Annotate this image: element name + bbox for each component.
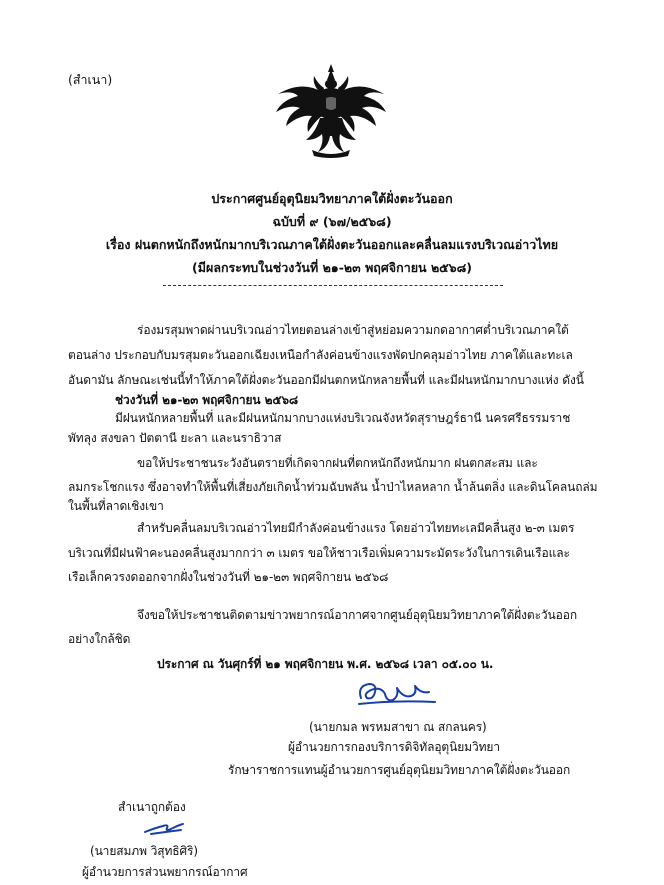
paragraph-2-line-2: พัทลุง สงขลา ปัตตานี ยะลา และนราธิวาส [68, 431, 282, 445]
announcement-title: ประกาศศูนย์อุตุนิยมวิทยาภาคใต้ฝั่งตะวันออก [211, 191, 453, 206]
heading-divider [163, 285, 503, 286]
certifier-name: (นายสมภพ วิสุทธิศิริ) [90, 844, 198, 858]
certifier-position: ผู้อำนวยการส่วนพยากรณ์อากาศ [82, 865, 248, 879]
paragraph-2-line-1: มีฝนหนักหลายพื้นที่ และมีฝนหนักมากบางแห่งบริเวณจังหวัดสุราษฎร์ธานี นครศรีธรรมราช [115, 411, 571, 425]
paragraph-4-line-3: เรือเล็กควรงดออกจากฝั่งในช่วงวันที่ ๒๑-๒๓ พฤศจิกายน ๒๕๖๘ [68, 570, 389, 584]
paragraph-3-line-1: ขอให้ประชาชนระวังอันตรายที่เกิดจากฝนที่ตกหนักถึงหนักมาก ฝนตกสะสม และ [137, 456, 538, 470]
paragraph-5-line-1: จึงขอให้ประชาชนติดตามข่าวพยากรณ์อากาศจากศูนย์อุตุนิยมวิทยาภาคใต้ฝั่งตะวันออก [137, 608, 578, 622]
signatory-position-1: ผู้อำนวยการกองบริการดิจิทัลอุตุนิยมวิทยา [288, 740, 500, 754]
paragraph-3-line-2: ลมกระโชกแรง ซึ่งอาจทำให้พื้นที่เสี่ยงภัยเกิดน้ำท่วมฉับพลัน น้ำป่าไหลหลาก น้ำล้นตลิ่ง และดินโคลนถล่ม [68, 480, 598, 494]
director-signature [355, 678, 437, 708]
paragraph-1-line-1: ร่องมรสุมพาดผ่านบริเวณอ่าวไทยตอนล่างเข้าสู่หย่อมความกดอากาศต่ำบริเวณภาคใต้ [137, 323, 569, 337]
paragraph-4-line-2: บริเวณที่มีฝนฟ้าคะนองคลื่นสูงมากกว่า ๓ เมตร ขอให้ชาวเรือเพิ่มความระมัดระวังในการเดินเรือและ [68, 546, 570, 560]
copy-label: (สำเนา) [68, 72, 113, 87]
announcement-effect-period: (มีผลกระทบในช่วงวันที่ ๒๑-๒๓ พฤศจิกายน ๒๕๖๘) [192, 260, 472, 275]
certifier-signature [143, 818, 185, 836]
forecast-period: ช่วงวันที่ ๒๑-๒๓ พฤศจิกายน ๒๕๖๘ [115, 393, 299, 407]
paragraph-4-line-1: สำหรับคลื่นลมบริเวณอ่าวไทยมีกำลังค่อนข้างแรง โดยอ่าวไทยทะเลมีคลื่นสูง ๒-๓ เมตร [137, 521, 575, 535]
paragraph-5-line-2: อย่างใกล้ชิด [68, 632, 131, 646]
certified-copy-label: สำเนาถูกต้อง [118, 800, 186, 814]
announcement-number: ฉบับที่ ๙ (๖๗/๒๕๖๘) [272, 214, 392, 229]
paragraph-1-line-2: ตอนล่าง ประกอบกับมรสุมตะวันออกเฉียงเหนือกำลังค่อนข้างแรงพัดปกคลุมอ่าวไทย ภาคใต้และทะเล [68, 348, 573, 362]
announcement-date: ประกาศ ณ วันศุกร์ที่ ๒๑ พฤศจิกายน พ.ศ. ๒๕๖๘ เวลา ๐๕.๐๐ น. [157, 657, 494, 671]
announcement-subject: เรื่อง ฝนตกหนักถึงหนักมากบริเวณภาคใต้ฝั่งตะวันออกและคลื่นลมแรงบริเวณอ่าวไทย [105, 237, 559, 252]
garuda-emblem-icon [272, 60, 390, 160]
signatory-name: (นายกมล พรหมสาขา ณ สกลนคร) [309, 720, 487, 734]
signatory-position-2: รักษาราชการแทนผู้อำนวยการศูนย์อุตุนิยมวิทยาภาคใต้ฝั่งตะวันออก [228, 763, 571, 777]
paragraph-1-line-3: อันดามัน ลักษณะเช่นนี้ทำให้ภาคใต้ฝั่งตะวันออกมีฝนตกหนักหลายพื้นที่ และมีฝนหนักมากบางแห่ง ดังนี้ [68, 373, 584, 387]
paragraph-3-line-3: ในพื้นที่ลาดเชิงเขา [68, 499, 164, 513]
